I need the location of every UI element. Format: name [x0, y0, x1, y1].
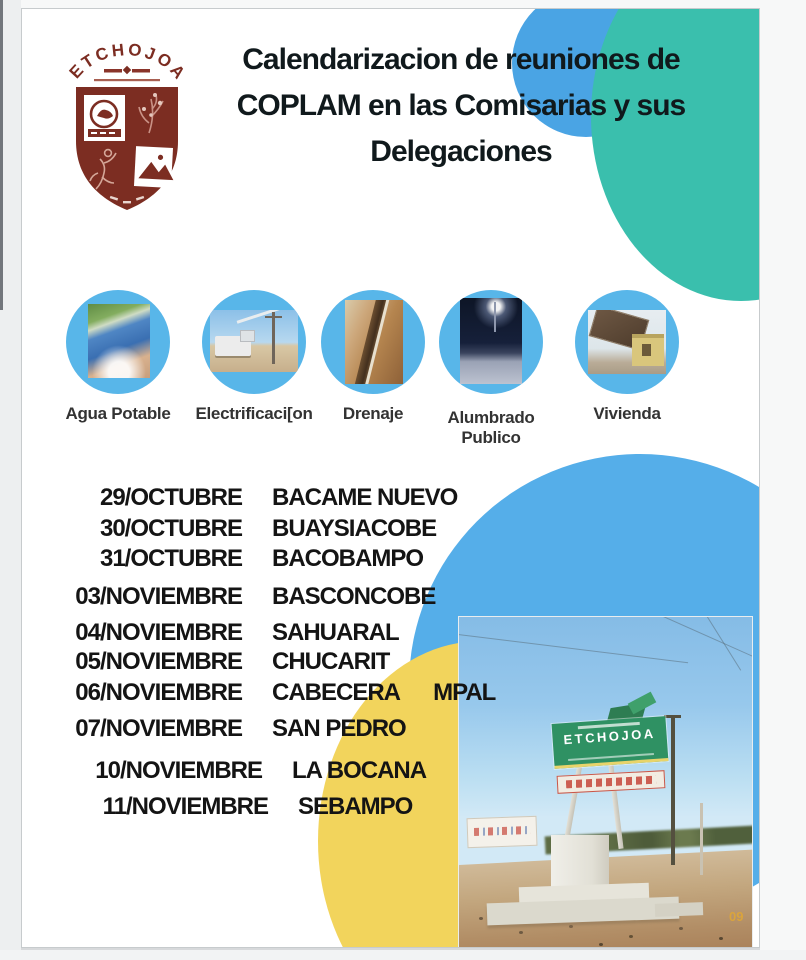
schedule-row	[22, 584, 522, 610]
schedule-row	[22, 546, 522, 572]
service-label: Agua Potable	[65, 404, 171, 423]
schedule-place: BASCONCOBE	[272, 583, 436, 610]
schedule-place: BUAYSIACOBE	[272, 515, 437, 542]
crest-arc-text: ETCHOJOA	[65, 39, 191, 85]
schedule-place: LA BOCANA	[292, 757, 427, 784]
title-line-2: COPLAM en las Comisarias y sus	[236, 89, 686, 122]
schedule-date: 05/NOVIEMBRE	[75, 648, 242, 675]
schedule-date: 31/OCTUBRE	[99, 545, 242, 572]
schedule-row	[42, 758, 542, 784]
left-margin-strip	[0, 0, 21, 960]
meeting-schedule-list	[22, 485, 522, 820]
street-light-night-photo-icon	[439, 290, 543, 394]
schedule-row	[22, 649, 522, 675]
roadside-banner	[466, 816, 537, 848]
service-label: Drenaje	[342, 404, 404, 423]
schedule-row	[22, 620, 522, 646]
drainage-trench-photo-icon	[321, 290, 425, 394]
utility-pole-crossarm	[664, 715, 681, 718]
flyer-page	[21, 8, 760, 948]
schedule-date: 10/NOVIEMBRE	[95, 757, 262, 784]
schedule-place: BACAME NUEVO	[272, 484, 458, 511]
housing-roof-photo-icon	[575, 290, 679, 394]
title-line-3: Delegaciones	[370, 135, 552, 168]
schedule-place: SAHUARAL	[272, 619, 399, 646]
schedule-place: BACOBAMPO	[272, 545, 423, 572]
schedule-date: 06/NOVIEMBRE	[75, 679, 242, 706]
schedule-row	[22, 716, 522, 742]
schedule-place: CABECERA MPAL	[272, 679, 496, 706]
sign-main-text: ETCHOJOA	[563, 725, 657, 748]
page-title	[211, 37, 711, 175]
schedule-place: CHUCARIT	[272, 648, 390, 675]
photo-corner-mark: 09	[729, 909, 744, 924]
etchojoa-road-sign	[552, 716, 669, 769]
schedule-date: 30/OCTUBRE	[99, 515, 242, 542]
schedule-place: SEBAMPO	[298, 793, 413, 820]
svg-text:ETCHOJOA	[66, 40, 191, 85]
utility-pole	[671, 715, 675, 865]
title-line-1: Calendarizacion de reuniones de	[242, 43, 680, 76]
crest-svg	[52, 21, 202, 223]
schedule-row	[22, 485, 522, 511]
sign-base-block	[655, 902, 703, 917]
ground-stones	[479, 917, 483, 920]
sign-sub-text-bar	[568, 753, 654, 761]
schedule-date: 07/NOVIEMBRE	[75, 715, 242, 742]
schedule-date: 29/OCTUBRE	[99, 484, 242, 511]
schedule-row	[22, 516, 522, 542]
schedule-date: 11/NOVIEMBRE	[102, 793, 268, 820]
far-pole	[700, 803, 703, 875]
utility-truck-photo-icon	[202, 290, 306, 394]
schedule-row	[48, 794, 548, 820]
water-hands-photo-icon	[66, 290, 170, 394]
schedule-date: 04/NOVIEMBRE	[75, 619, 242, 646]
schedule-date: 03/NOVIEMBRE	[75, 583, 242, 610]
left-edge-line	[0, 0, 3, 310]
service-label: Alumbrado Publico	[447, 408, 535, 447]
service-label: Vivienda	[593, 404, 661, 423]
service-label: Electrificaci[on	[195, 404, 313, 423]
schedule-place: SAN PEDRO	[272, 715, 406, 742]
etchojoa-crest-logo	[52, 21, 202, 223]
bottom-margin-strip	[0, 950, 806, 960]
schedule-row	[22, 680, 522, 706]
